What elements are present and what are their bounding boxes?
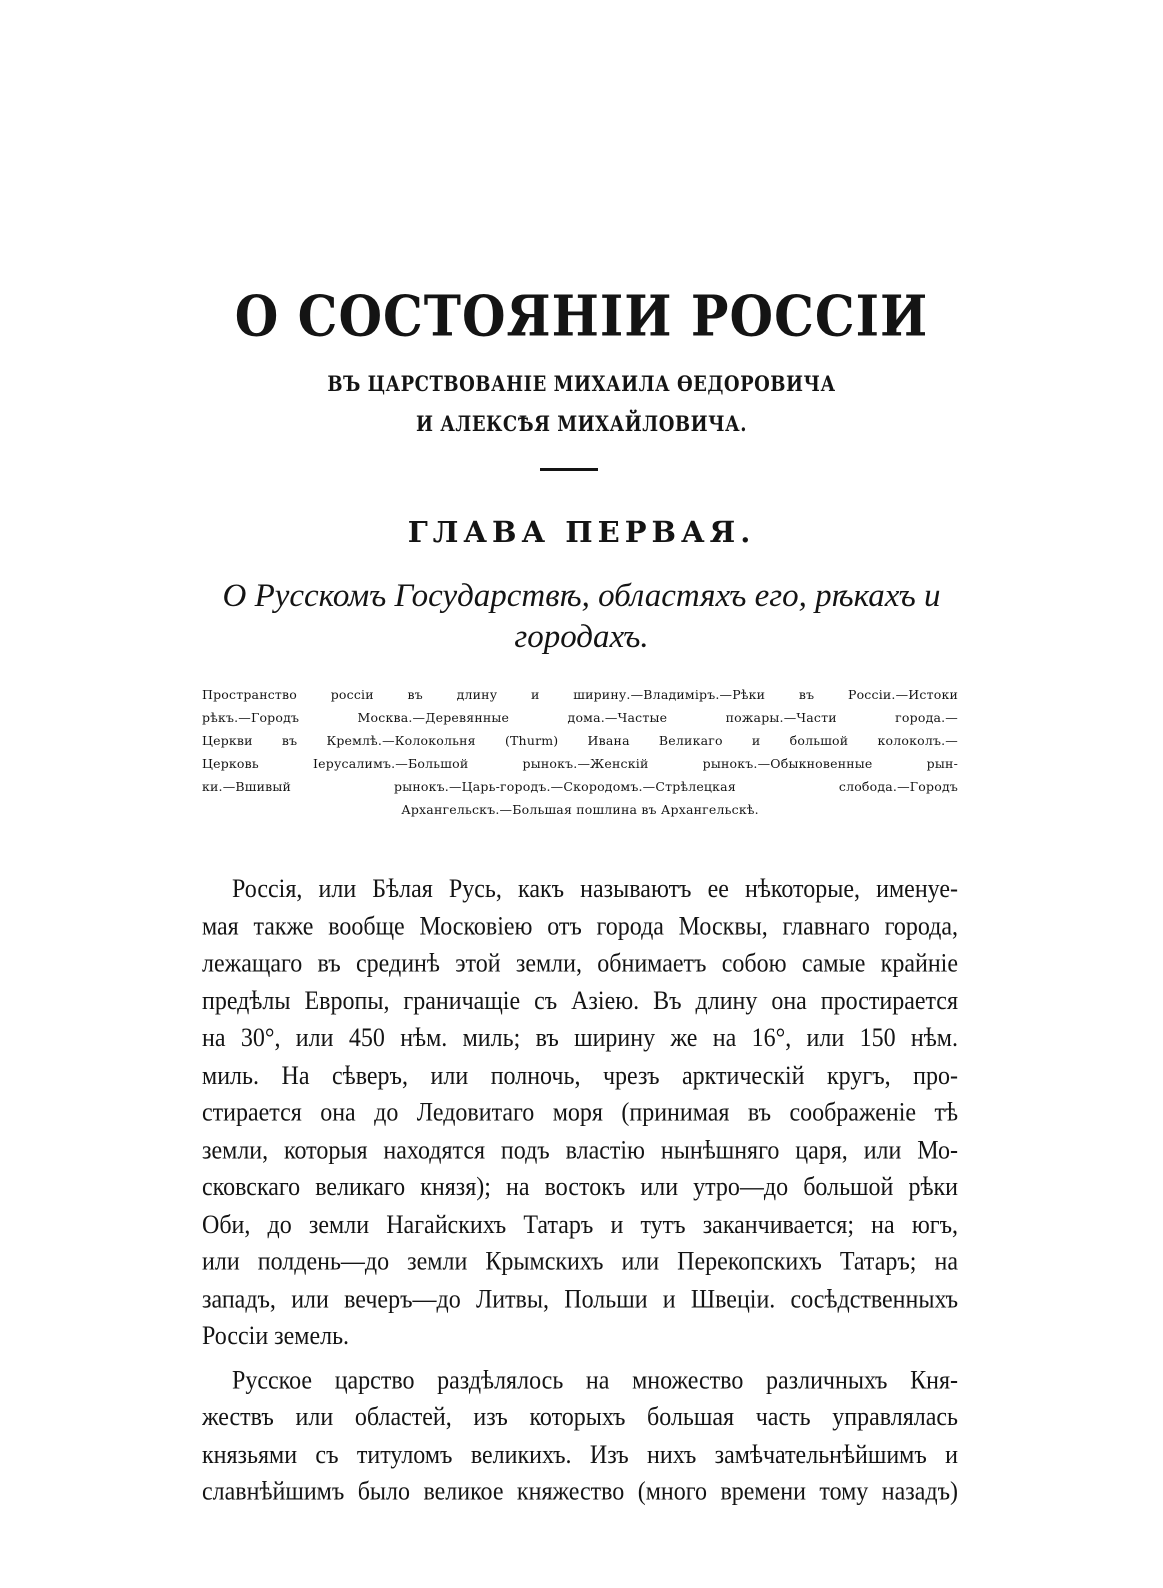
body-line: Русское царство раздѣлялось на множество различныхъ Кня-: [232, 1366, 958, 1395]
body-line: Россія, или Бѣлая Русь, какъ называютъ ее нѣкоторые, именуе-: [232, 875, 958, 904]
body-line: стирается она до Ледовитаго моря (принимая въ соображеніе тѣ: [202, 1098, 958, 1127]
title-subtitle-line-1: ВЪ ЦАРСТВОВАНІЕ МИХАИЛА ѲЕДОРОВИЧА: [327, 372, 836, 398]
body-line: земли, которыя находятся подъ властію нынѣшняго царя, или Мо-: [202, 1136, 958, 1165]
body-line: мая также вообще Московіею отъ города Москвы, главнаго города,: [202, 912, 958, 941]
body-line: или полдень—до земли Крымскихъ или Перекопскихъ Татаръ; на: [202, 1247, 958, 1276]
summary-line: Церковь Іерусалимъ.—Большой рынокъ.—Женскій рынокъ.—Обыкновенные рын-: [202, 756, 958, 771]
body-line: предѣлы Европы, граничащіе съ Азіею. Въ длину она простирается: [202, 987, 958, 1016]
chapter-subtitle-line-1: О Русскомъ Государствѣ, областяхъ его, рѣкахъ и: [222, 578, 941, 614]
page-title: О СОСТОЯНІИ РОССІИ: [234, 283, 929, 350]
body-line: Оби, до земли Нагайскихъ Татаръ и тутъ заканчивается; на югъ,: [202, 1210, 958, 1239]
summary-line: Церкви въ Кремлѣ.—Колокольня (Thurm) Ивана Великаго и большой колоколъ.—: [202, 733, 958, 748]
title-subtitle-line-2: И АЛЕКСѢЯ МИХАЙЛОВИЧА.: [415, 412, 747, 438]
summary-line: Пространство россіи въ длину и ширину.—Владиміръ.—Рѣки въ Россіи.—Истоки: [202, 687, 958, 702]
chapter-subtitle-line-2: городахъ.: [514, 619, 649, 655]
body-line: миль. На сѣверъ, или полночь, чрезъ арктическій кругъ, про-: [202, 1061, 958, 1090]
body-text: [202, 871, 958, 1511]
body-line: лежащаго въ срединѣ этой земли, обнимаетъ собою самые крайніе: [202, 949, 958, 978]
chapter-heading: ГЛАВА ПЕРВАЯ.: [407, 515, 756, 549]
paragraph-2: [202, 1362, 958, 1511]
body-line: князьями съ титуломъ великихъ. Изъ нихъ замѣчательнѣйшимъ и: [202, 1440, 958, 1469]
body-line: Россіи земель.: [202, 1322, 350, 1351]
body-line: жествъ или областей, изъ которыхъ большая часть управлялась: [202, 1403, 958, 1432]
body-line: славнѣйшимъ было великое княжество (много времени тому назадъ): [202, 1477, 958, 1507]
summary-line: ки.—Вшивый рынокъ.—Царь-городъ.—Скородомъ.—Стрѣлецкая слобода.—Городъ: [202, 779, 958, 794]
section-divider: [540, 468, 598, 471]
body-line: на 30°, или 450 нѣм. миль; въ ширину же на 16°, или 150 нѣм.: [202, 1024, 958, 1053]
body-line: сковскаго великаго князя); на востокъ или утро—до большой рѣки: [202, 1173, 958, 1202]
summary-line: Архангельскъ.—Большая пошлина въ Архангельскѣ.: [401, 802, 759, 817]
chapter-summary: [202, 683, 958, 821]
paragraph-1: [202, 871, 958, 1355]
summary-line: рѣкъ.—Городъ Москва.—Деревянные дома.—Частые пожары.—Части города.—: [202, 710, 958, 725]
body-line: западъ, или вечеръ—до Литвы, Польши и Швеціи. сосѣдственныхъ: [202, 1285, 958, 1314]
